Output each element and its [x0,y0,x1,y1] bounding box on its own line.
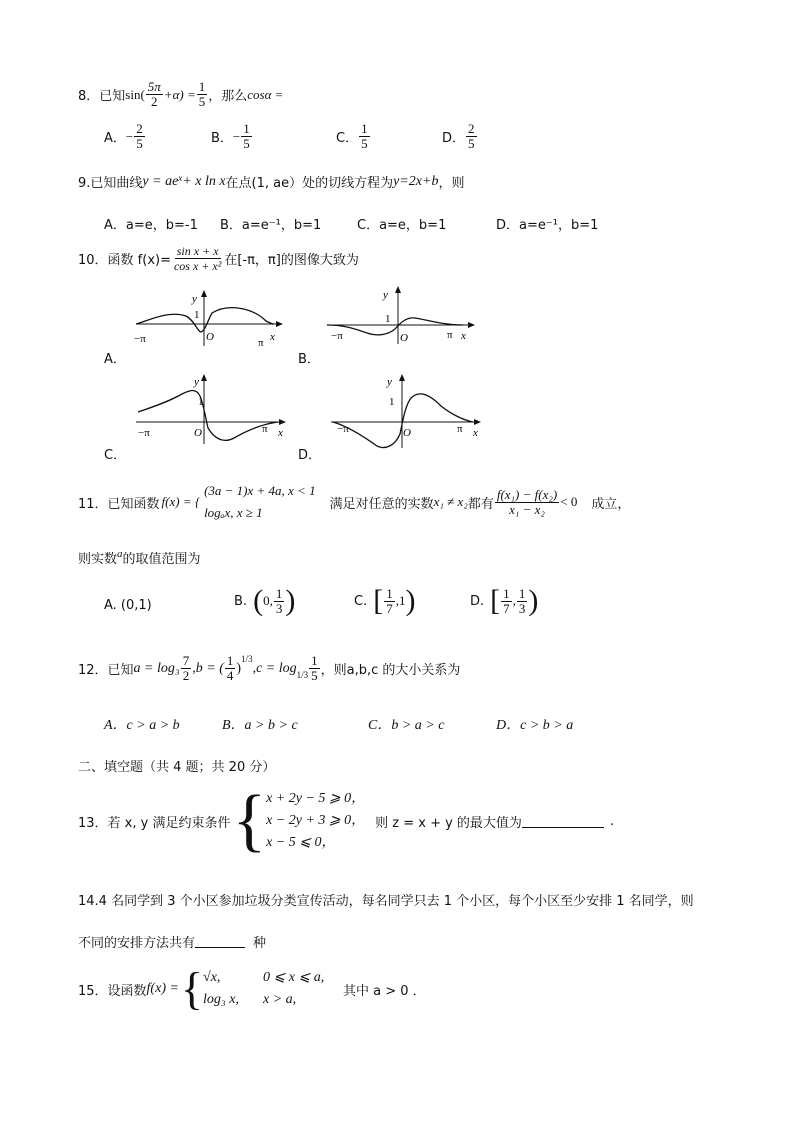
q8-sin: sin( [125,86,145,102]
q12-option-c[interactable]: C．b > a > c [368,718,445,733]
interval-start-fraction [501,587,512,616]
frac-den: 5 [311,668,318,683]
q10-num: sin x + x [176,244,219,258]
option-fraction [241,122,252,151]
graph-d-label[interactable]: D． [298,448,322,463]
open-paren: ( [253,584,264,617]
q11-condition: x₁ ≠ x₂ [433,494,468,509]
option-den: 5 [136,136,143,151]
origin-label: O [403,427,411,439]
q8-option-b[interactable] [211,122,253,151]
q9-curve-tail: + x ln x [182,173,226,189]
pi-label: π [457,423,463,435]
x-axis-arrow [468,322,475,328]
open-bracket: [ [373,584,384,617]
q11-ineq-den: x₁ − x₂ [509,501,545,517]
neg-pi-label: −π [134,333,146,345]
y-axis-arrow [201,290,207,297]
q12-b-fraction [225,654,236,683]
q11-option-b[interactable] [234,586,295,616]
q8-plus-alpha: +α) = [163,86,196,102]
q12-option-d[interactable]: D．c > b > a [496,718,574,733]
graph-c-label[interactable]: C． [104,448,127,463]
q13-prefix: 13．若 x, y 满足约束条件 [78,815,231,831]
frac-num: 7 [182,653,190,668]
q13-answer-blank[interactable] [522,815,604,828]
option-label: B． [211,131,233,146]
option-num: 1 [361,121,368,136]
pi-label: π [258,337,264,349]
q15-case2-expr: log₃ x, [203,992,239,1007]
neg-pi-label: −π [337,423,349,435]
one-label: 1 [198,396,204,408]
frac-den: 7 [386,600,393,616]
q11-mid2: 都有 [467,496,494,512]
q11-option-a[interactable]: A. (0,1) [104,598,152,613]
q11-ineq-tail: < 0 [560,494,578,509]
interval-start: 0, [263,593,273,608]
curve [138,391,278,441]
q13-constraints [266,788,365,854]
option-fraction [466,122,477,151]
curve [327,318,463,335]
close-paren: ) [405,584,416,617]
q8-option-a[interactable] [104,122,146,151]
q11-line2b: 的取值范围为 [122,552,201,567]
q14-line1: 14.4 名同学到 3 个小区参加垃圾分类宣传活动，每名同学只去 1 个小区，每个小区至少安排 1 名同学，则 [78,894,694,909]
q13-constraint-2: x − 2y + 3 ⩾ 0， [266,813,366,828]
q11-line2a: 则实数 [78,552,118,567]
q15-case1-expr: √x, [203,970,221,985]
q9-text3: ，则 [438,176,465,191]
one-label: 1 [389,396,395,408]
q8-cos: cosα = [247,86,284,102]
y-axis-arrow [395,286,401,293]
question-15-stem [78,963,426,1014]
q11-prefix: 11．已知函数 [78,496,160,512]
x-label: x [278,427,283,439]
q10-den: cos x + x² [173,259,222,273]
q10-prefix: 10．函数 f(x)= [78,253,171,268]
q12-option-a[interactable]: A．c > a > b [104,718,180,733]
q8-option-c[interactable] [336,122,371,151]
open-bracket: [ [490,584,501,617]
q13-constraint-3: x − 5 ⩽ 0， [266,835,336,850]
comma: , [512,593,516,608]
interval-end-fraction [517,587,528,616]
frac-num: 1 [518,585,526,601]
y-label: y [387,376,392,388]
q11-function: f(x) = { [161,494,201,509]
origin-label: O [206,331,214,343]
question-8-stem [78,80,283,109]
q15-function: f(x) = [146,981,179,996]
curve [333,394,473,448]
q14-line2: 不同的安排方法共有 [78,936,196,951]
option-num: 2 [136,121,143,136]
frac-den: 7 [503,600,510,616]
q9-option-c[interactable]: C．a=e，b=1 [357,218,447,233]
q10-function-fraction [172,244,223,273]
q11-tail: 成立， [591,496,631,512]
q13-constraint-1: x + 2y − 5 ⩾ 0， [266,791,366,806]
x-axis-arrow [279,419,286,425]
q15-case2-domain: x > a, [263,992,297,1007]
q12-c-def: ,c = log [252,660,297,676]
y-axis-arrow [201,374,207,381]
q10-tail: 在[-π，π]的图像大致为 [224,253,359,268]
neg-pi-label: −π [138,427,150,439]
frac-num: 1 [503,585,510,601]
q9-option-a[interactable]: A．a=e，b=-1 [104,218,198,233]
option-label: C． [336,131,359,146]
q8-angle-den: 2 [151,94,158,109]
x-label: x [461,330,466,342]
q8-prefix: 8．已知 [78,89,126,104]
origin-label: O [400,332,408,344]
q12-tail: ，则a,b,c 的大小关系为 [320,663,461,678]
option-label: C. [354,593,368,609]
q12-option-b[interactable]: B．a > b > c [222,718,298,733]
y-axis-arrow [399,374,405,381]
q11-case2: logₐx, x ≥ 1 [204,505,263,520]
q8-option-d[interactable] [442,122,478,151]
q13-end: . [609,813,615,829]
q11-line2 [78,548,201,567]
question-13-stem [78,782,615,859]
interval-end-fraction [274,587,285,616]
origin-label: O [194,427,202,439]
q9-text2: 在点(1, ae）处的切线方程为 [225,176,394,191]
option-sign: − [232,128,241,144]
q11-mid: 满足对任意的实数 [329,496,434,512]
graph-b-label[interactable]: B． [298,352,320,367]
q8-angle-num: 5π [147,79,161,94]
q12-b-exponent: 1/3 [241,653,253,664]
q8-rhs-num: 1 [198,79,206,94]
x-axis-arrow [474,419,481,425]
q12-c-fraction [309,654,320,683]
q12-prefix: 12．已知 [78,663,134,678]
q9-option-d[interactable]: D．a=e⁻¹，b=1 [496,218,599,233]
x-label: x [270,331,275,343]
q8-tail: ，那么 [208,89,248,104]
option-den: 5 [243,136,250,151]
q11-case1: (3a − 1)x + 4a, x < 1 [204,483,316,498]
graph-a-label[interactable]: A． [104,352,126,367]
question-12-stem: 12．已知 a = log₃ $\frac{7}{2}$ ,b = ( $\frac{1}{4}$ ) $^{1/3}$ ,c = log $_{1/3}$ $\frac{1}{5}$ ，则a,b,c 的大小关系为 [78,653,461,683]
option-label: D． [442,131,466,146]
q9-curve: y = ae [142,173,179,189]
q9-exponent: x [178,172,183,183]
y-label: y [192,293,197,305]
q15-case1-domain: 0 ⩽ x ⩽ a, [263,970,325,985]
question-14-line2 [78,932,266,951]
q11-variable: a [117,547,123,560]
option-fraction [134,122,145,151]
q9-text1: 9.已知曲线 [78,176,143,191]
option-label: A． [104,131,126,146]
one-label: 1 [385,313,391,325]
frac-num: 1 [311,653,318,668]
one-label: 1 [194,309,200,321]
pi-label: π [447,329,453,341]
q8-rhs-fraction [197,80,208,109]
y-label: y [194,376,199,388]
question-10-stem [78,244,359,273]
interval-end: ,1 [395,593,406,608]
q13-brace: { [232,782,267,859]
y-label: y [383,289,388,301]
q11-inequality-fraction [495,488,559,517]
q13-tail: 则 z = x + y 的最大值为 [375,815,522,831]
q14-answer-blank[interactable] [195,935,245,948]
option-label: D. [470,593,485,609]
question-9-stem [78,172,464,191]
q11-option-c[interactable] [354,586,415,616]
graph-b [323,284,483,346]
frac-den: 3 [275,600,283,616]
q15-prefix: 15．设函数 [78,983,147,999]
option-fraction [359,122,370,151]
frac-num: 1 [386,585,393,601]
option-label: B. [234,593,248,609]
option-sign: − [125,128,134,144]
frac-num: 1 [275,585,283,601]
graph-c [128,372,292,448]
x-axis-arrow [276,321,283,327]
frac-den: 4 [226,668,234,683]
q12-a-fraction [181,654,192,683]
q11-piecewise [204,480,316,524]
q15-brace: { [180,963,204,1014]
option-num: 1 [243,121,250,136]
option-num: 2 [468,121,475,136]
q12-b-def: ,b = ( [192,660,224,676]
interval-start-fraction [384,587,395,616]
q14-unit: 种 [253,936,267,951]
q9-tangent-line: y=2x+b [393,173,439,189]
curve [136,308,274,332]
frac-den: 3 [518,600,526,616]
q15-piecewise [203,967,343,1011]
q12-a-def: a = log₃ [133,660,180,676]
q11-option-d[interactable] [470,586,538,616]
frac-num: 1 [226,653,234,668]
section-heading: 二、填空题（共 4 题；共 20 分） [78,760,276,775]
q8-rhs-den: 5 [198,94,206,109]
question-11-stem [78,480,630,524]
close-paren: ) [285,584,296,617]
option-den: 5 [361,136,368,151]
q15-tail: 其中 a > 0 ． [343,983,426,999]
graph-d [323,372,487,452]
pi-label: π [262,423,268,435]
q9-option-b[interactable]: B．a=e⁻¹，b=1 [220,218,322,233]
option-den: 5 [468,136,475,151]
close-paren: ) [528,584,539,617]
x-label: x [473,427,478,439]
q8-angle-fraction [146,80,163,109]
q12-c-base: 1/3 [296,669,309,680]
q11-ineq-num: f(x₁) − f(x₂) [496,486,558,502]
graph-a [128,288,288,350]
frac-den: 2 [182,668,190,683]
neg-pi-label: −π [331,330,343,342]
